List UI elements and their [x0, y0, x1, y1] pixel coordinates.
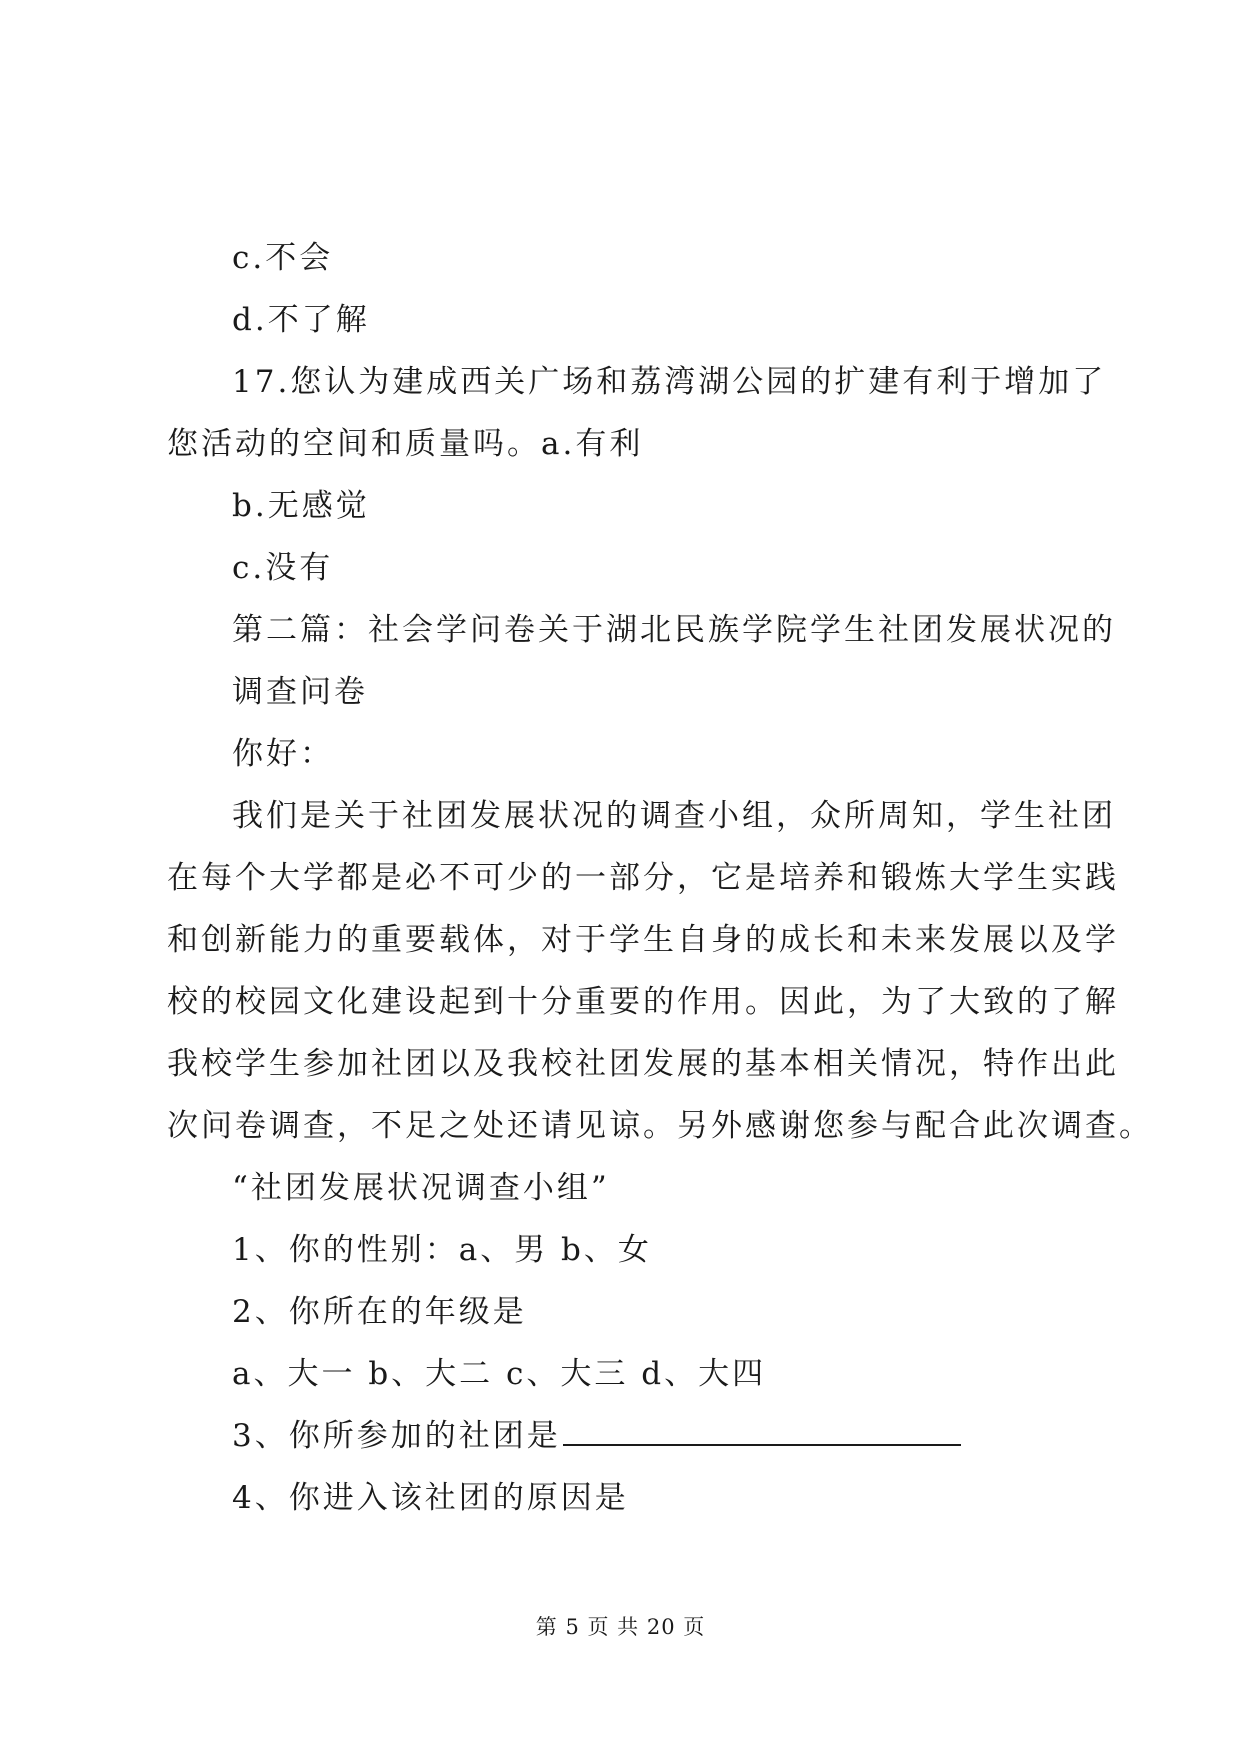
question-17-line-1: 17.您认为建成西关广场和荔湾湖公园的扩建有利于增加了: [232, 364, 1107, 400]
question-4-line: 4、你进入该社团的原因是: [232, 1480, 629, 1516]
section-title-line-2: 调查问卷: [232, 674, 368, 710]
option-c-line: c.不会: [232, 240, 334, 276]
greeting-line: 你好：: [232, 736, 334, 772]
question-1-line: 1、你的性别：a、男 b、女: [232, 1232, 652, 1268]
option-b-line: b.无感觉: [232, 488, 370, 524]
intro-paragraph-line-5: 我校学生参加社团以及我校社团发展的基本相关情况，特作出此: [167, 1046, 1119, 1082]
question-3-line: [232, 1416, 961, 1456]
intro-paragraph-line-3: 和创新能力的重要载体，对于学生自身的成长和未来发展以及学: [167, 922, 1119, 958]
option-c-line-2: c.没有: [232, 550, 334, 586]
section-title-line-1: 第二篇：社会学问卷关于湖北民族学院学生社团发展状况的: [232, 612, 1116, 648]
page-footer: 第 5 页 共 20 页: [535, 1615, 706, 1639]
intro-paragraph-line-2: 在每个大学都是必不可少的一部分，它是培养和锻炼大学生实践: [167, 860, 1119, 896]
question-2-options-line: a、大一 b、大二 c、大三 d、大四: [232, 1356, 767, 1392]
question-3-text: 3、你所参加的社团是: [232, 1418, 561, 1454]
question-2-line: 2、你所在的年级是: [232, 1294, 527, 1330]
intro-paragraph-line-4: 校的校园文化建设起到十分重要的作用。因此，为了大致的了解: [167, 984, 1119, 1020]
signature-line: “社团发展状况调查小组”: [232, 1170, 610, 1206]
intro-paragraph-line-6: 次问卷调查，不足之处还请见谅。另外感谢您参与配合此次调查。: [167, 1108, 1153, 1144]
question-17-line-2: 您活动的空间和质量吗。a.有利: [167, 426, 644, 462]
answer-blank-underline: [563, 1416, 961, 1446]
intro-paragraph-line-1: 我们是关于社团发展状况的调查小组，众所周知，学生社团: [232, 798, 1116, 834]
option-d-line: d.不了解: [232, 302, 370, 338]
